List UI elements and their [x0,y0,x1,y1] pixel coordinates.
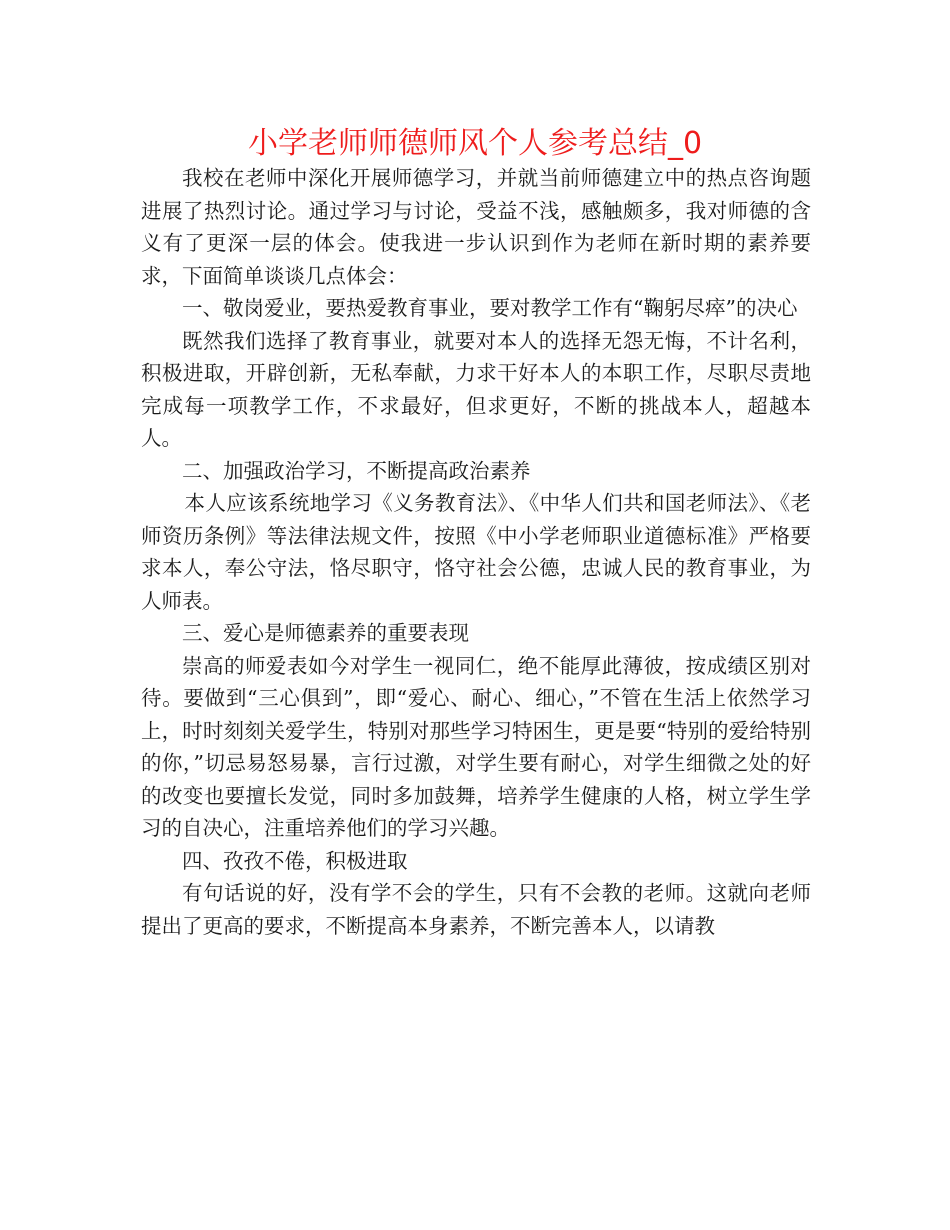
paragraph-section-2: 本人应该系统地学习《义务教育法》、《中华人们共和国老师法》、《老师资历条例》等法律法规文件，按照《中小学老师职业道德标准》严格要求本人，奉公守法，恪尽职守，恪守社会公德，忠诚人民的教育事业，为人师表。 [141,491,811,613]
document-body [141,162,811,942]
paragraph-section-1: 既然我们选择了教育事业，就要对本人的选择无怨无悔，不计名利，积极进取，开辟创新，无私奉献，力求干好本人的本职工作，尽职尽责地完成每一项教学工作，不求最好，但求更好，不断的挑战本人，超越本人。 [141,328,811,450]
paragraph-intro: 我校在老师中深化开展师德学习，并就当前师德建立中的热点咨询题进展了热烈讨论。通过学习与讨论，受益不浅，感触颇多，我对师德的含义有了更深一层的体会。使我进一步认识到作为老师在新时期的素养要求，下面简单谈谈几点体会： [141,166,811,288]
section-heading-2: 二、加强政治学习，不断提高政治素养 [182,458,531,483]
section-heading-1: 一、敬岗爱业，要热爱教育事业，要对教学工作有“鞠躬尽瘁”的决心 [182,296,798,320]
section-heading-4: 四、孜孜不倦，积极进取 [182,848,408,873]
paragraph-section-3: 崇高的师爱表如今对学生一视同仁，绝不能厚此薄彼，按成绩区别对待。要做到“三心俱到”，即“爱心、耐心、细心，”不管在生活上依然学习上，时时刻刻关爱学生，特别对那些学习特困生，更是要“特别的爱给特别的你，”切忌易怒易暴，言行过激，对学生要有耐心，对学生细微之处的好的改变也要擅长发觉，同时多加鼓舞，培养学生健康的人格，树立学生学习的自决心，注重培养他们的学习兴趣。 [141,653,811,840]
section-heading-3: 三、爱心是师德素养的重要表现 [182,621,469,645]
paragraph-section-4: 有句话说的好，没有学不会的学生，只有不会教的老师。这就向老师提出了更高的要求，不断提高本身素养，不断完善本人，以请教 [141,881,811,938]
document-title: 小学老师师德师风个人参考总结_0 [247,126,703,161]
